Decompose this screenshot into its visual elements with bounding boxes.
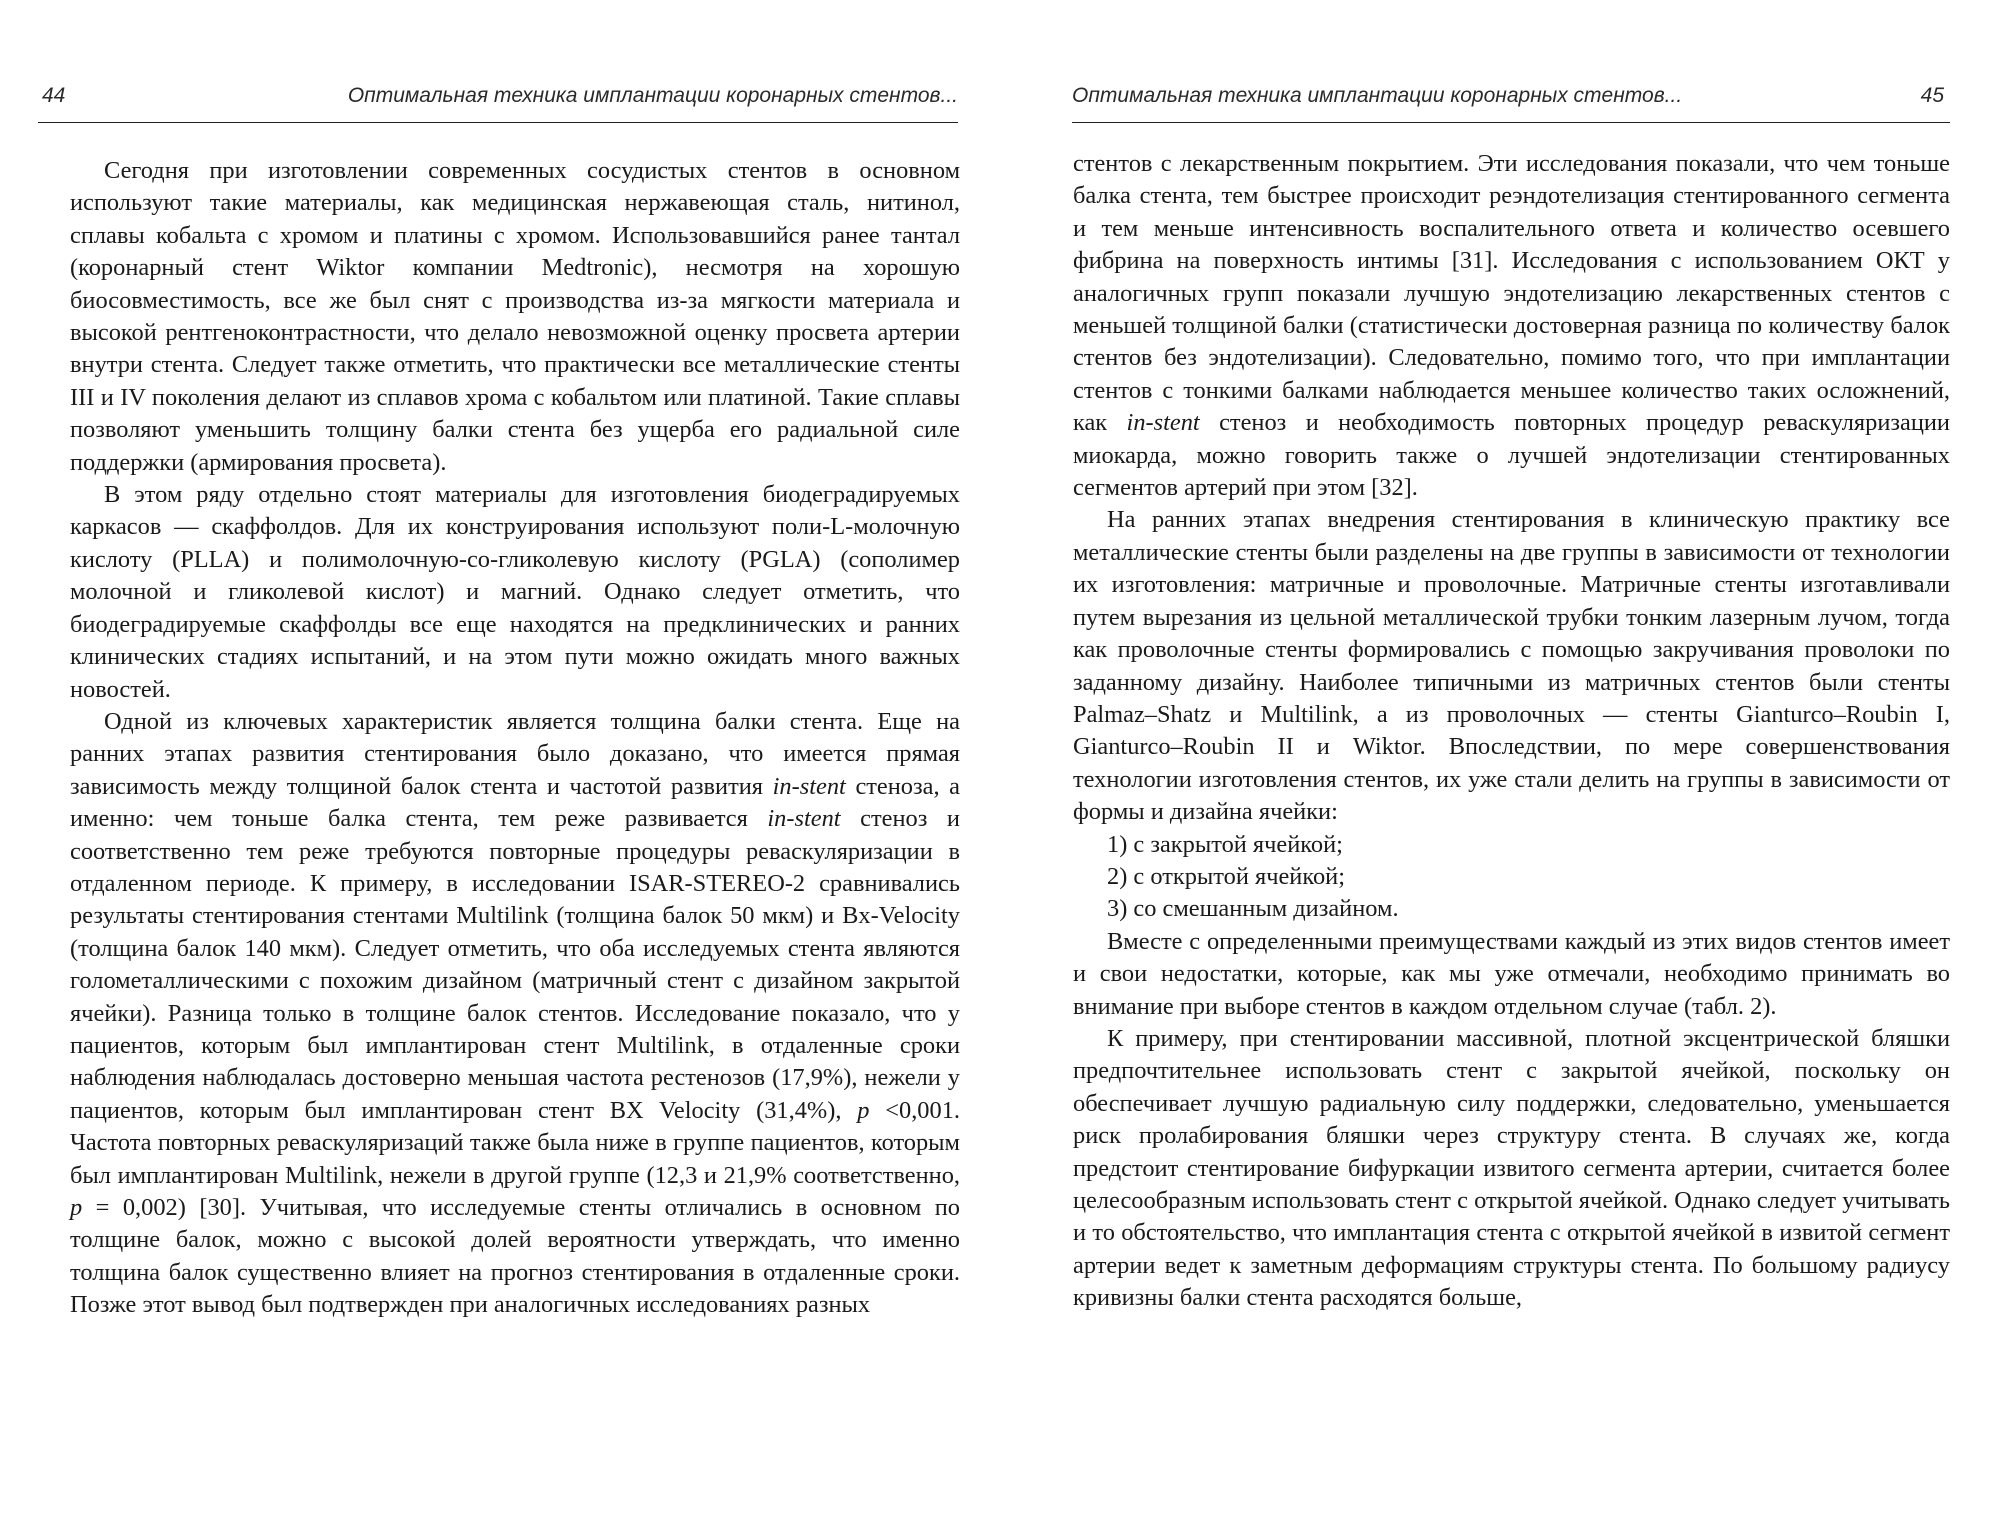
italic-term: in-stent	[772, 772, 846, 800]
paragraph: В этом ряду отдельно стоят материалы для изготовления биодеградируемых каркасов — скаффолдов. Для их конструирования используют поли-L-молочную кислоту (PLLA) и полимолочную-со-гликолевую кислоту (PGLA) (сополимер молочной и гликолевой кислот) и магний. Однако следует отметить, что биодеградируемые скаффолды все еще находятся на предклинических и ранних клинических стадиях испытаний, и на этом пути можно ожидать много важных новостей.	[70, 481, 960, 703]
paragraph: Одной из ключевых характеристик является толщина балки стента. Еще на ранних этапах развития стентирования было доказано, что имеется прямая зависимость между толщиной балок стента и частотой развития in-stent стеноза, а именно: чем тоньше балка стента, тем реже развивается in-stent стеноз и соответственно тем реже требуются повторные процедуры реваскуляризации в отдаленном периоде. К примеру, в исследовании ISAR-STEREO-2 сравнивались результаты стентирования стентами Multilink (толщина балок 50 мкм) и Bx-Velocity (толщина балок 140 мкм). Следует отметить, что оба исследуемых стента являются голометаллическими с похожим дизайном (матричный стент с дизайном закрытой ячейки). Разница только в толщине балок стентов. Исследование показало, что у пациентов, которым был имплантирован стент Multilink, в отдаленные сроки наблюдения наблюдалась достоверно меньшая частота рестенозов (17,9%), нежели у пациентов, которым был имплантирован стент BX Velocity (31,4%), p <0,001. Частота повторных реваскуляризаций также была ниже в группе пациентов, которым был имплантирован Multilink, нежели в другой группе (12,3 и 21,9% соответственно, p = 0,002) [30]. Учитывая, что исследуемые стенты отличались в основном по толщине балок, можно с высокой долей вероятности утверждать, что именно толщина балок существенно влияет на прогноз стентирования в отдаленные сроки. Позже этот вывод был подтвержден при аналогичных исследованиях разных	[70, 707, 961, 1319]
italic-symbol: p	[857, 1096, 870, 1124]
paragraph: Сегодня при изготовлении современных сосудистых стентов в основном используют такие материалы, как медицинская нержавеющая сталь, нитинол, сплавы кобальта с хромом и платины с хромом. Использовавшийся ранее тантал (коронарный стент Wiktor компании Medtronic), несмотря на хорошую биосовместимость, все же был снят с производства из-за мягкости материала и высокой рентгеноконтрастности, что делало невозможной оценку просвета артерии внутри стента. Следует также отметить, что практически все металлические стенты III и IV поколения делают из сплавов хрома с кобальтом или платиной. Такие сплавы позволяют уменьшить толщину балки стента без ущерба его радиальной силе поддержки (армирования просвета).	[70, 157, 960, 476]
paragraph: Вместе с определенными преимуществами каждый из этих видов стентов имеет и свои недостатки, которые, как мы уже отмечали, необходимо принимать во внимание при выборе стентов в каждом отдельном случае (табл. 2).	[1073, 927, 1950, 1020]
left-page-body	[70, 155, 960, 1322]
list-item: 1) с закрытой ячейкой;	[1107, 830, 1343, 858]
italic-symbol: p	[70, 1194, 83, 1221]
running-head: Оптимальная техника имплантации коронарных стентов...	[1072, 84, 1683, 107]
page-number: 44	[42, 84, 66, 107]
paragraph: К примеру, при стентировании массивной, плотной эксцентрической бляшки предпочтительнее использовать стент с закрытой ячейкой, поскольку он обеспечивает лучшую радиальную силу поддержки, следовательно, уменьшается риск пролабирования бляшки через структуру стента. В случаях же, когда предстоит стентирование бифуркации извитого сегмента артерии, считается более целесообразным использовать стент с открытой ячейкой. Однако следует учитывать и то обстоятельство, что имплантация стента с открытой ячейкой в извитой сегмент артерии ведет к заметным деформациям структуры стента. По большому радиусу кривизны балки стента расходятся больше,	[1073, 1024, 1950, 1312]
list-item: 3) со смешанным дизайном.	[1107, 895, 1399, 923]
list-item: 2) с открытой ячейкой;	[1107, 862, 1345, 890]
paragraph: На ранних этапах внедрения стентирования в клиническую практику все металлические стенты были разделены на две группы в зависимости от технологии их изготовления: матричные и проволочные. Матричные стенты изготавливали путем вырезания из цельной металлической трубки тонким лазерным лучом, тогда как проволочные стенты формировались с помощью закручивания проволоки по заданному дизайну. Наиболее типичными из матричных стентов были стенты Palmaz–Shatz и Multilink, а из проволочных — стенты Gianturco–Roubin I, Gianturco–Roubin II и Wiktor. Впоследствии, по мере совершенствования технологии изготовления стентов, их уже стали делить на группы в зависимости от формы и дизайна ячейки:	[1073, 506, 1950, 826]
right-page	[1000, 0, 2000, 1515]
italic-term: in-stent	[1126, 409, 1200, 437]
paragraph: стентов с лекарственным покрытием. Эти исследования показали, что чем тоньше балка стента, тем быстрее происходит реэндотелизация стентированного сегмента и тем меньше интенсивность воспалительного ответа и количество осевшего фибрина на поверхность интимы [31]. Исследования с использованием ОКТ у аналогичных групп показали лучшую эндотелизацию лекарственных стентов с меньшей толщиной балки (статистически достоверная разница по количеству балок стентов без эндотелизации). Следовательно, помимо того, что при имплантации стентов с тонкими балками наблюдается меньшее количество таких осложнений, как in-stent стеноз и необходимость повторных процедур реваскуляризации миокарда, можно говорить также о лучшей эндотелизации стентированных сегментов артерий при этом [32].	[1073, 150, 1950, 502]
left-page-header	[38, 74, 958, 123]
running-head: Оптимальная техника имплантации коронарных стентов...	[347, 84, 958, 107]
right-page-body	[1073, 148, 1950, 1315]
right-page-header	[1072, 74, 1950, 123]
italic-term: in-stent	[767, 805, 841, 833]
stent-type-list	[1073, 829, 1950, 926]
page-number: 45	[1920, 84, 1944, 107]
